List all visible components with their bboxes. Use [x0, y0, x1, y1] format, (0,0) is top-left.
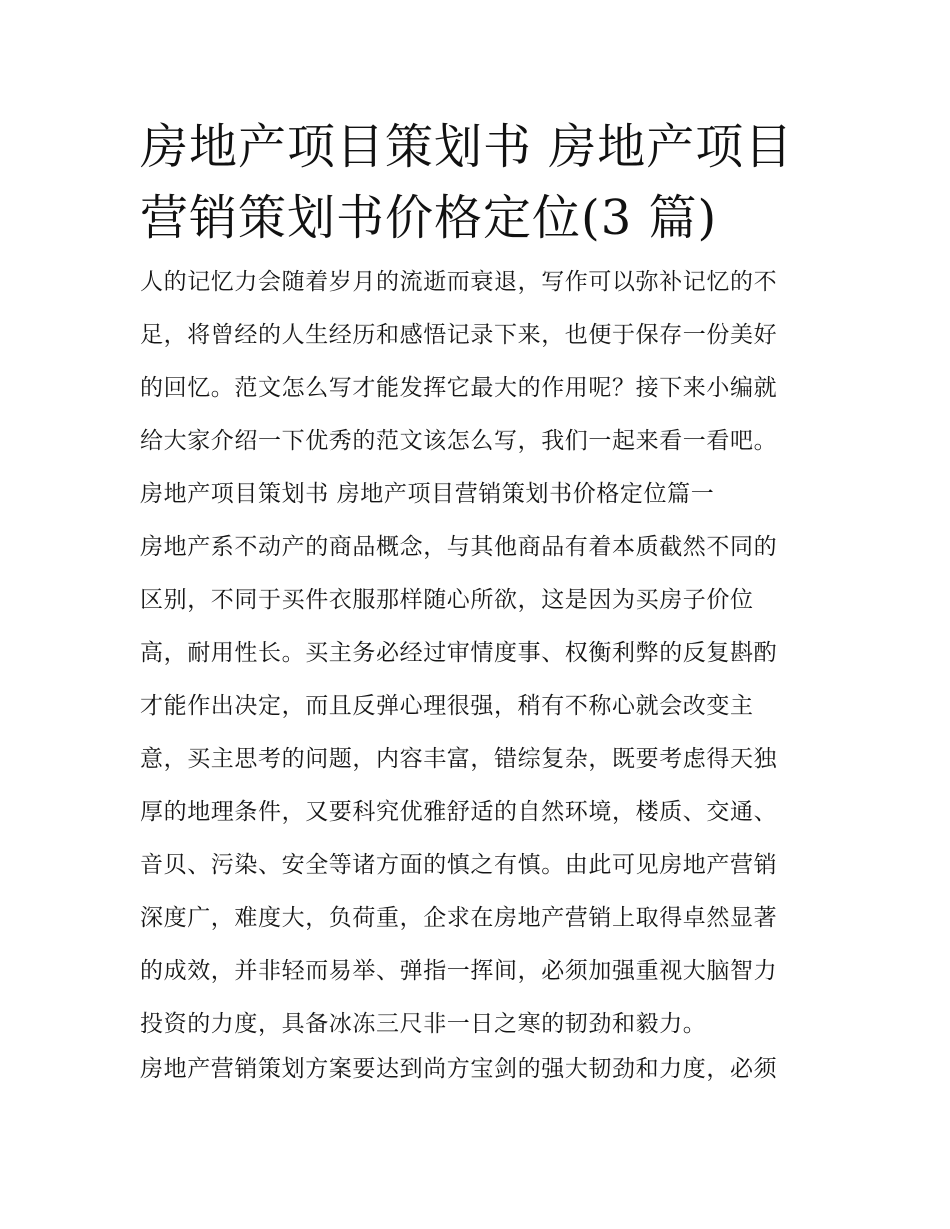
body-line: 音贝、污染、安全等诸方面的慎之有慎。由此可见房地产营销 [140, 852, 778, 878]
body-line: 房地产营销策划方案要达到尚方宝剑的强大韧劲和力度，必须 [140, 1056, 778, 1082]
body-line: 深度广，难度大，负荷重，企求在房地产营销上取得卓然显著 [140, 905, 778, 931]
document-title [140, 112, 812, 254]
body-line: 意，买主思考的问题，内容丰富，错综复杂，既要考虑得天独 [140, 746, 778, 772]
body-line: 房地产系不动产的商品概念，与其他商品有着本质截然不同的 [140, 534, 778, 560]
title-line-1: 房地产项目策划书 房地产项目 [140, 119, 794, 175]
body-line: 投资的力度，具备冰冻三尺非一日之寒的韧劲和毅力。 [140, 1011, 707, 1037]
document-content [140, 112, 812, 1104]
intro-line: 足，将曾经的人生经历和感悟记录下来，也便于保存一份美好 [140, 322, 778, 348]
title-line-2: 营销策划书价格定位(3 篇) [140, 190, 718, 246]
intro-line: 给大家介绍一下优秀的范文该怎么写，我们一起来看一看吧。 [140, 428, 778, 454]
intro-paragraph [140, 264, 812, 460]
intro-line: 的回忆。范文怎么写才能发挥它最大的作用呢？接下来小编就 [140, 375, 778, 401]
body-line: 区别，不同于买件衣服那样随心所欲，这是因为买房子价位 [140, 587, 754, 613]
intro-line: 人的记忆力会随着岁月的流逝而衰退，写作可以弥补记忆的不 [140, 269, 778, 295]
section-heading [140, 476, 812, 513]
body-line: 才能作出决定，而且反弹心理很强，稍有不称心就会改变主 [140, 693, 754, 719]
body-line: 厚的地理条件，又要科究优雅舒适的自然环境，楼质、交通、 [140, 799, 778, 825]
section-heading-text: 房地产项目策划书 房地产项目营销策划书价格定位篇一 [140, 481, 715, 507]
body-paragraph-2 [140, 1051, 812, 1088]
body-paragraph-1 [140, 529, 812, 1043]
body-line: 高，耐用性长。买主务必经过审情度事、权衡利弊的反复斟酌 [140, 640, 778, 666]
body-line: 的成效，并非轻而易举、弹指一挥间，必须加强重视大脑智力 [140, 958, 778, 984]
